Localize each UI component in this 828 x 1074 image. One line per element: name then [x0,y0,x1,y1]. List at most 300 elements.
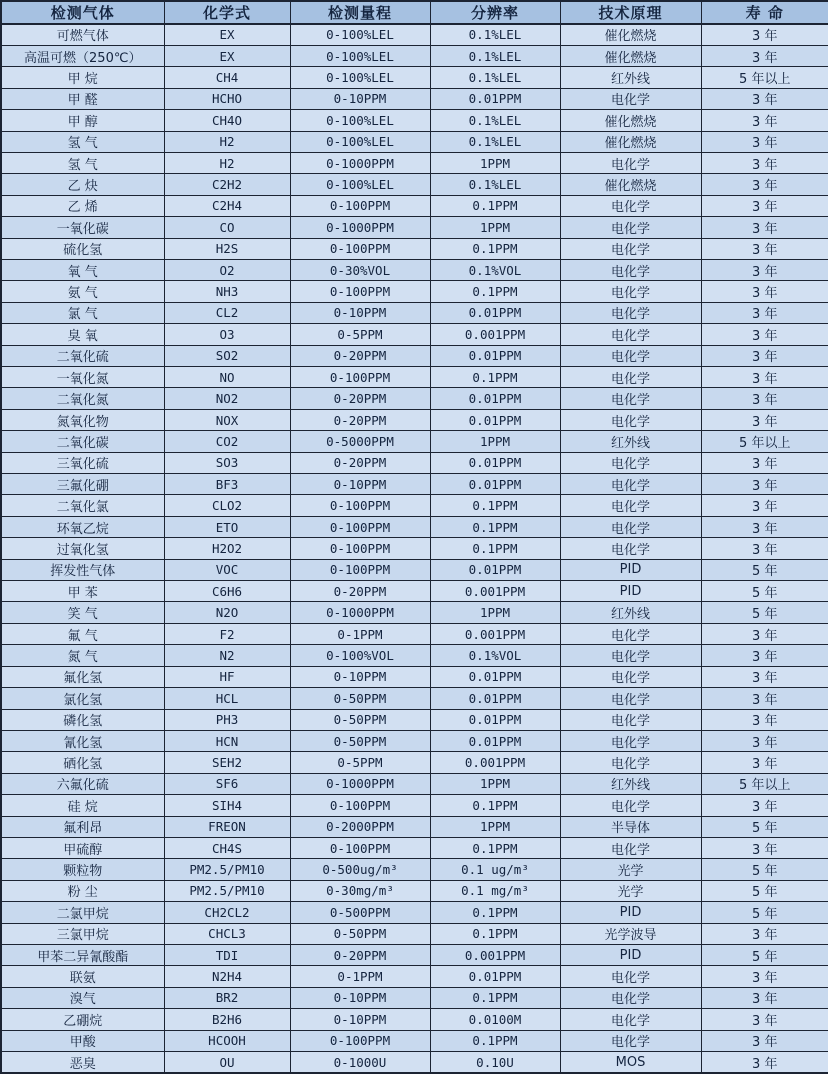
cell-gas: 硅 烷 [1,795,164,816]
cell-principle: 电化学 [560,88,701,109]
header-cell-resolution: 分辨率 [430,1,560,24]
cell-range: 0-100PPM [290,238,430,259]
cell-principle: 红外线 [560,431,701,452]
cell-range: 0-100PPM [290,837,430,858]
table-row [1,324,828,345]
cell-resolution: 0.1%VOL [430,259,560,280]
cell-principle: 电化学 [560,1009,701,1030]
cell-range: 0-20PPM [290,581,430,602]
table-row [1,174,828,195]
cell-lifespan: 3 年 [701,688,828,709]
cell-formula: HF [164,666,290,687]
cell-range: 0-100PPM [290,1030,430,1051]
cell-gas: 三氟化硼 [1,474,164,495]
cell-range: 0-5PPM [290,324,430,345]
cell-principle: 催化燃烧 [560,174,701,195]
cell-resolution: 1PPM [430,152,560,173]
cell-resolution: 0.01PPM [430,409,560,430]
cell-principle: PID [560,581,701,602]
cell-lifespan: 5 年 [701,581,828,602]
table-row [1,902,828,923]
cell-lifespan: 3 年 [701,345,828,366]
cell-principle: 电化学 [560,217,701,238]
table-row [1,645,828,666]
table-row [1,709,828,730]
cell-formula: HCN [164,730,290,751]
cell-resolution: 0.01PPM [430,452,560,473]
cell-range: 0-1000PPM [290,773,430,794]
cell-lifespan: 3 年 [701,709,828,730]
cell-lifespan: 3 年 [701,409,828,430]
cell-formula: NO [164,367,290,388]
cell-principle: 电化学 [560,452,701,473]
table-row [1,987,828,1008]
table-row [1,345,828,366]
cell-formula: C2H4 [164,195,290,216]
cell-resolution: 0.01PPM [430,709,560,730]
cell-resolution: 0.001PPM [430,752,560,773]
cell-formula: BF3 [164,474,290,495]
cell-range: 0-50PPM [290,730,430,751]
table-row [1,816,828,837]
cell-range: 0-100PPM [290,195,430,216]
cell-principle: MOS [560,1052,701,1074]
cell-lifespan: 3 年 [701,666,828,687]
cell-resolution: 0.1%LEL [430,67,560,88]
cell-lifespan: 3 年 [701,645,828,666]
cell-range: 0-100PPM [290,367,430,388]
cell-gas: 二氧化氯 [1,495,164,516]
cell-range: 0-20PPM [290,452,430,473]
cell-resolution: 0.1PPM [430,987,560,1008]
cell-formula: H2S [164,238,290,259]
cell-principle: 电化学 [560,966,701,987]
cell-lifespan: 3 年 [701,452,828,473]
cell-range: 0-1000U [290,1052,430,1074]
table-row [1,688,828,709]
cell-resolution: 0.1PPM [430,281,560,302]
cell-formula: SEH2 [164,752,290,773]
cell-principle: 催化燃烧 [560,110,701,131]
cell-principle: 电化学 [560,752,701,773]
cell-gas: 高温可燃（250℃） [1,45,164,66]
cell-resolution: 1PPM [430,816,560,837]
cell-formula: CHCL3 [164,923,290,944]
cell-range: 0-20PPM [290,409,430,430]
cell-formula: TDI [164,944,290,965]
cell-gas: 粉 尘 [1,880,164,901]
table-row [1,730,828,751]
cell-gas: 氯化氢 [1,688,164,709]
cell-lifespan: 3 年 [701,1030,828,1051]
cell-principle: 电化学 [560,238,701,259]
cell-range: 0-1PPM [290,966,430,987]
table-row [1,666,828,687]
cell-formula: CL2 [164,302,290,323]
cell-resolution: 0.01PPM [430,388,560,409]
cell-gas: 氯 气 [1,302,164,323]
table-row [1,110,828,131]
cell-resolution: 0.1%LEL [430,131,560,152]
cell-gas: 氢 气 [1,152,164,173]
cell-principle: 半导体 [560,816,701,837]
cell-resolution: 0.01PPM [430,666,560,687]
cell-lifespan: 3 年 [701,966,828,987]
cell-formula: HCOOH [164,1030,290,1051]
cell-gas: 挥发性气体 [1,559,164,580]
cell-range: 0-10PPM [290,1009,430,1030]
cell-resolution: 0.001PPM [430,324,560,345]
cell-principle: 光学 [560,880,701,901]
cell-resolution: 0.01PPM [430,88,560,109]
cell-resolution: 0.01PPM [430,345,560,366]
cell-principle: 电化学 [560,152,701,173]
cell-lifespan: 5 年 [701,880,828,901]
cell-resolution: 0.01PPM [430,688,560,709]
cell-gas: 恶臭 [1,1052,164,1074]
cell-range: 0-20PPM [290,345,430,366]
cell-range: 0-100%LEL [290,110,430,131]
cell-principle: 催化燃烧 [560,45,701,66]
cell-resolution: 0.1PPM [430,538,560,559]
cell-formula: B2H6 [164,1009,290,1030]
cell-formula: F2 [164,623,290,644]
cell-gas: 氢 气 [1,131,164,152]
cell-gas: 甲 烷 [1,67,164,88]
cell-resolution: 0.01PPM [430,966,560,987]
cell-gas: 联氨 [1,966,164,987]
cell-lifespan: 5 年 [701,559,828,580]
cell-principle: 红外线 [560,602,701,623]
cell-principle: 红外线 [560,773,701,794]
cell-range: 0-20PPM [290,944,430,965]
cell-formula: NO2 [164,388,290,409]
cell-principle: 光学波导 [560,923,701,944]
table-row [1,259,828,280]
table-row [1,538,828,559]
cell-lifespan: 3 年 [701,131,828,152]
table-row [1,837,828,858]
table-row [1,880,828,901]
cell-formula: CO2 [164,431,290,452]
header-row [1,1,828,24]
cell-lifespan: 5 年 [701,944,828,965]
cell-range: 0-500ug/m³ [290,859,430,880]
cell-gas: 甲硫醇 [1,837,164,858]
table-row [1,152,828,173]
cell-range: 0-1000PPM [290,152,430,173]
cell-principle: 电化学 [560,474,701,495]
table-row [1,195,828,216]
cell-resolution: 0.1PPM [430,516,560,537]
cell-gas: 氟 气 [1,623,164,644]
cell-gas: 甲 醛 [1,88,164,109]
cell-gas: 氰化氢 [1,730,164,751]
cell-range: 0-20PPM [290,388,430,409]
cell-principle: 电化学 [560,495,701,516]
cell-resolution: 0.0100M [430,1009,560,1030]
cell-principle: PID [560,559,701,580]
cell-formula: FREON [164,816,290,837]
cell-principle: 电化学 [560,795,701,816]
cell-range: 0-5PPM [290,752,430,773]
cell-principle: 电化学 [560,388,701,409]
cell-lifespan: 3 年 [701,324,828,345]
cell-resolution: 0.01PPM [430,559,560,580]
cell-principle: 电化学 [560,302,701,323]
cell-gas: 可燃气体 [1,24,164,45]
table-row [1,474,828,495]
cell-principle: 电化学 [560,987,701,1008]
cell-gas: 二氧化硫 [1,345,164,366]
cell-lifespan: 3 年 [701,1009,828,1030]
cell-lifespan: 5 年 [701,859,828,880]
cell-range: 0-1000PPM [290,602,430,623]
cell-lifespan: 3 年 [701,195,828,216]
cell-formula: HCHO [164,88,290,109]
cell-resolution: 0.01PPM [430,302,560,323]
cell-gas: 三氯甲烷 [1,923,164,944]
cell-resolution: 0.1PPM [430,495,560,516]
cell-principle: 电化学 [560,730,701,751]
cell-lifespan: 3 年 [701,302,828,323]
cell-principle: 电化学 [560,324,701,345]
cell-formula: O3 [164,324,290,345]
table-row [1,367,828,388]
cell-lifespan: 3 年 [701,495,828,516]
cell-lifespan: 3 年 [701,1052,828,1074]
table-row [1,923,828,944]
cell-resolution: 0.1PPM [430,837,560,858]
cell-gas: 硫化氢 [1,238,164,259]
table-row [1,795,828,816]
cell-resolution: 0.10U [430,1052,560,1074]
cell-lifespan: 3 年 [701,259,828,280]
table-row [1,1009,828,1030]
cell-range: 0-500PPM [290,902,430,923]
cell-principle: 电化学 [560,1030,701,1051]
cell-formula: N2 [164,645,290,666]
cell-gas: 六氟化硫 [1,773,164,794]
cell-principle: 光学 [560,859,701,880]
cell-formula: CH4S [164,837,290,858]
cell-principle: 电化学 [560,538,701,559]
table-row [1,24,828,45]
cell-formula: OU [164,1052,290,1074]
cell-lifespan: 3 年 [701,474,828,495]
table-row [1,431,828,452]
cell-gas: 磷化氢 [1,709,164,730]
cell-lifespan: 3 年 [701,367,828,388]
cell-formula: HCL [164,688,290,709]
cell-gas: 甲 醇 [1,110,164,131]
cell-resolution: 0.001PPM [430,623,560,644]
cell-formula: PM2.5/PM10 [164,859,290,880]
table-row [1,67,828,88]
cell-range: 0-10PPM [290,987,430,1008]
cell-resolution: 1PPM [430,602,560,623]
table-row [1,452,828,473]
table-row [1,602,828,623]
cell-gas: 甲酸 [1,1030,164,1051]
cell-gas: 环氧乙烷 [1,516,164,537]
cell-principle: 电化学 [560,516,701,537]
cell-range: 0-100%LEL [290,174,430,195]
cell-range: 0-5000PPM [290,431,430,452]
cell-formula: EX [164,45,290,66]
cell-formula: EX [164,24,290,45]
cell-lifespan: 3 年 [701,837,828,858]
table-body [1,24,828,1073]
cell-principle: 电化学 [560,666,701,687]
cell-range: 0-100%VOL [290,645,430,666]
table-row [1,581,828,602]
cell-principle: 电化学 [560,367,701,388]
cell-gas: 氮氧化物 [1,409,164,430]
cell-principle: 催化燃烧 [560,24,701,45]
cell-gas: 二氧化氮 [1,388,164,409]
cell-gas: 甲苯二异氰酸酯 [1,944,164,965]
cell-lifespan: 5 年以上 [701,431,828,452]
cell-lifespan: 3 年 [701,238,828,259]
cell-range: 0-10PPM [290,666,430,687]
cell-range: 0-10PPM [290,474,430,495]
header-cell-range: 检测量程 [290,1,430,24]
cell-formula: ETO [164,516,290,537]
cell-range: 0-100PPM [290,495,430,516]
cell-resolution: 0.1PPM [430,902,560,923]
cell-formula: PH3 [164,709,290,730]
cell-formula: H2 [164,131,290,152]
cell-resolution: 0.1PPM [430,923,560,944]
cell-gas: 乙硼烷 [1,1009,164,1030]
cell-lifespan: 3 年 [701,88,828,109]
cell-lifespan: 3 年 [701,752,828,773]
table-row [1,45,828,66]
cell-lifespan: 5 年以上 [701,67,828,88]
cell-resolution: 0.1%LEL [430,24,560,45]
cell-formula: NOX [164,409,290,430]
cell-principle: 电化学 [560,623,701,644]
cell-gas: 颗粒物 [1,859,164,880]
cell-resolution: 0.1PPM [430,1030,560,1051]
cell-range: 0-30%VOL [290,259,430,280]
cell-formula: SF6 [164,773,290,794]
cell-lifespan: 3 年 [701,623,828,644]
cell-range: 0-100PPM [290,795,430,816]
cell-range: 0-2000PPM [290,816,430,837]
cell-range: 0-100%LEL [290,45,430,66]
cell-lifespan: 5 年 [701,602,828,623]
header-cell-formula: 化学式 [164,1,290,24]
cell-range: 0-50PPM [290,709,430,730]
cell-resolution: 1PPM [430,431,560,452]
table-row [1,516,828,537]
cell-resolution: 0.1%LEL [430,174,560,195]
table-row [1,131,828,152]
cell-formula: BR2 [164,987,290,1008]
cell-gas: 氮 气 [1,645,164,666]
cell-range: 0-100PPM [290,559,430,580]
cell-range: 0-100PPM [290,281,430,302]
cell-gas: 溴气 [1,987,164,1008]
cell-principle: 红外线 [560,67,701,88]
cell-gas: 氟利昂 [1,816,164,837]
cell-gas: 二氧化碳 [1,431,164,452]
table-row [1,409,828,430]
cell-gas: 三氧化硫 [1,452,164,473]
cell-principle: 电化学 [560,709,701,730]
cell-range: 0-100%LEL [290,24,430,45]
header-cell-gas: 检测气体 [1,1,164,24]
cell-lifespan: 3 年 [701,152,828,173]
cell-gas: 氟化氢 [1,666,164,687]
cell-range: 0-10PPM [290,302,430,323]
cell-gas: 乙 炔 [1,174,164,195]
cell-principle: 电化学 [560,259,701,280]
cell-resolution: 1PPM [430,773,560,794]
cell-lifespan: 3 年 [701,217,828,238]
cell-range: 0-100PPM [290,538,430,559]
cell-range: 0-50PPM [290,688,430,709]
table-row [1,238,828,259]
cell-resolution: 0.1PPM [430,795,560,816]
cell-lifespan: 3 年 [701,730,828,751]
cell-resolution: 0.01PPM [430,730,560,751]
cell-lifespan: 3 年 [701,538,828,559]
cell-gas: 一氧化氮 [1,367,164,388]
cell-lifespan: 3 年 [701,45,828,66]
cell-gas: 乙 烯 [1,195,164,216]
table-row [1,773,828,794]
cell-principle: 电化学 [560,688,701,709]
table-row [1,88,828,109]
cell-formula: CH4O [164,110,290,131]
cell-gas: 甲 苯 [1,581,164,602]
cell-gas: 氨 气 [1,281,164,302]
cell-formula: H2O2 [164,538,290,559]
cell-formula: NH3 [164,281,290,302]
table-row [1,217,828,238]
table-row [1,752,828,773]
header-cell-lifespan: 寿 命 [701,1,828,24]
cell-lifespan: 3 年 [701,174,828,195]
cell-gas: 硒化氢 [1,752,164,773]
cell-lifespan: 5 年 [701,902,828,923]
cell-formula: CH4 [164,67,290,88]
table-row [1,859,828,880]
cell-formula: SIH4 [164,795,290,816]
cell-formula: N2O [164,602,290,623]
cell-range: 0-100%LEL [290,131,430,152]
cell-resolution: 0.1PPM [430,367,560,388]
table-row [1,966,828,987]
cell-range: 0-30mg/m³ [290,880,430,901]
cell-principle: 电化学 [560,837,701,858]
cell-lifespan: 3 年 [701,24,828,45]
table-row [1,623,828,644]
cell-formula: CH2CL2 [164,902,290,923]
table-row [1,302,828,323]
table-row [1,495,828,516]
cell-formula: O2 [164,259,290,280]
cell-range: 0-50PPM [290,923,430,944]
cell-principle: 电化学 [560,195,701,216]
header-cell-principle: 技术原理 [560,1,701,24]
cell-range: 0-1000PPM [290,217,430,238]
cell-gas: 氧 气 [1,259,164,280]
cell-lifespan: 3 年 [701,795,828,816]
